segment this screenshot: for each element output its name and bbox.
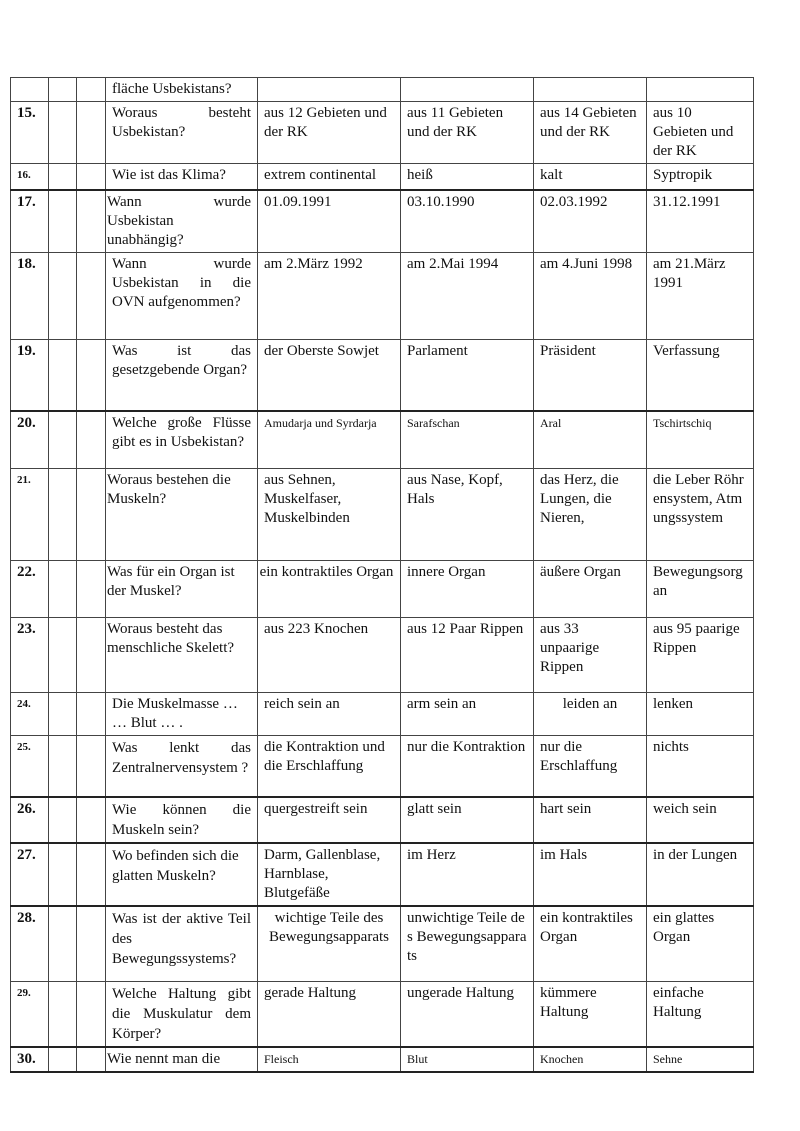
answer-d: ein glattes Organ xyxy=(647,906,754,981)
answer-c: am 4.Juni 1998 xyxy=(534,252,647,339)
answer-b: aus 11 Gebieten und der RK xyxy=(401,102,534,164)
question-text: fläche Usbekistans? xyxy=(106,78,258,102)
question-text: Wann wurde Usbekistan in die OVN aufgenommen? xyxy=(106,252,258,339)
blank-cell xyxy=(49,411,77,468)
question-number: 18. xyxy=(11,252,49,339)
blank-cell xyxy=(77,252,106,339)
blank-cell xyxy=(77,692,106,735)
blank-cell xyxy=(49,102,77,164)
question-text: Woraus besteht Usbekistan? xyxy=(106,102,258,164)
table-row xyxy=(11,78,754,102)
blank-cell xyxy=(77,981,106,1047)
answer-b: aus 12 Paar Rippen xyxy=(401,617,534,692)
blank-cell xyxy=(49,164,77,190)
answer-c: äußere Organ xyxy=(534,560,647,617)
question-text: Woraus besteht das menschliche Skelett? xyxy=(106,617,258,692)
blank-cell xyxy=(77,468,106,560)
blank-cell xyxy=(49,1047,77,1072)
answer-a: am 2.März 1992 xyxy=(258,252,401,339)
question-text: Was für ein Organ ist der Muskel? xyxy=(106,560,258,617)
question-number: 17. xyxy=(11,190,49,253)
question-number xyxy=(11,78,49,102)
answer-c: kalt xyxy=(534,164,647,190)
question-text: Woraus bestehen die Muskeln? xyxy=(106,468,258,560)
question-number: 27. xyxy=(11,843,49,906)
answer-a: Fleisch xyxy=(258,1047,401,1072)
answer-c: aus 33 unpaarige Rippen xyxy=(534,617,647,692)
blank-cell xyxy=(77,78,106,102)
answer-c: leiden an xyxy=(534,692,647,735)
answer-a: gerade Haltung xyxy=(258,981,401,1047)
answer-a: extrem continental xyxy=(258,164,401,190)
blank-cell xyxy=(77,797,106,843)
answer-d: einfache Haltung xyxy=(647,981,754,1047)
answer-a: aus 12 Gebieten und der RK xyxy=(258,102,401,164)
table-row xyxy=(11,468,754,560)
answer-a: Amudarja und Syrdarja xyxy=(258,411,401,468)
question-text: Wo befinden sich die glatten Muskeln? xyxy=(106,843,258,906)
answer-c: hart sein xyxy=(534,797,647,843)
answer-a xyxy=(258,78,401,102)
answer-a: quergestreift sein xyxy=(258,797,401,843)
answer-a: die Kontraktion und die Erschlaffung xyxy=(258,735,401,797)
blank-cell xyxy=(49,468,77,560)
table-row xyxy=(11,164,754,190)
question-text: Was lenkt das Zentralnervensystem ? xyxy=(106,735,258,797)
answer-b: glatt sein xyxy=(401,797,534,843)
question-text: Welche Haltung gibt die Muskulatur dem Körper? xyxy=(106,981,258,1047)
answer-c: 02.03.1992 xyxy=(534,190,647,253)
answer-b: im Herz xyxy=(401,843,534,906)
answer-c: ein kontraktiles Organ xyxy=(534,906,647,981)
blank-cell xyxy=(49,339,77,411)
table-row xyxy=(11,735,754,797)
blank-cell xyxy=(49,843,77,906)
answer-d: Tschirtschiq xyxy=(647,411,754,468)
question-number: 29. xyxy=(11,981,49,1047)
question-number: 26. xyxy=(11,797,49,843)
question-text: Was ist das gesetzgebende Organ? xyxy=(106,339,258,411)
question-number: 22. xyxy=(11,560,49,617)
answer-a: 01.09.1991 xyxy=(258,190,401,253)
answer-d: am 21.März 1991 xyxy=(647,252,754,339)
blank-cell xyxy=(77,906,106,981)
answer-c: nur die Erschlaffung xyxy=(534,735,647,797)
quiz-table xyxy=(10,77,754,1073)
answer-d: Verfassung xyxy=(647,339,754,411)
blank-cell xyxy=(77,339,106,411)
answer-a: ein kontraktiles Organ xyxy=(258,560,401,617)
table-row xyxy=(11,190,754,253)
answer-b: ungerade Haltung xyxy=(401,981,534,1047)
blank-cell xyxy=(77,617,106,692)
question-text: Welche große Flüsse gibt es in Usbekistan? xyxy=(106,411,258,468)
answer-c xyxy=(534,78,647,102)
blank-cell xyxy=(77,164,106,190)
answer-a: reich sein an xyxy=(258,692,401,735)
answer-b: Sarafschan xyxy=(401,411,534,468)
table-row xyxy=(11,339,754,411)
answer-d: lenken xyxy=(647,692,754,735)
blank-cell xyxy=(49,797,77,843)
table-row xyxy=(11,692,754,735)
question-number: 15. xyxy=(11,102,49,164)
question-text: Die Muskelmasse … … Blut … . xyxy=(106,692,258,735)
answer-b: innere Organ xyxy=(401,560,534,617)
answer-b: Parlament xyxy=(401,339,534,411)
answer-d: nichts xyxy=(647,735,754,797)
question-number: 21. xyxy=(11,468,49,560)
blank-cell xyxy=(49,78,77,102)
answer-c: das Herz, die Lungen, die Nieren, xyxy=(534,468,647,560)
table-row xyxy=(11,843,754,906)
table-row xyxy=(11,906,754,981)
answer-b: heiß xyxy=(401,164,534,190)
answer-d: in der Lungen xyxy=(647,843,754,906)
blank-cell xyxy=(49,617,77,692)
answer-d: Syptropik xyxy=(647,164,754,190)
blank-cell xyxy=(77,843,106,906)
answer-a: wichtige Teile des Bewegungsapparats xyxy=(258,906,401,981)
answer-d: 31.12.1991 xyxy=(647,190,754,253)
blank-cell xyxy=(49,692,77,735)
table-row xyxy=(11,252,754,339)
table-row xyxy=(11,560,754,617)
table-row xyxy=(11,617,754,692)
answer-a: aus 223 Knochen xyxy=(258,617,401,692)
table-row xyxy=(11,797,754,843)
answer-c: aus 14 Gebieten und der RK xyxy=(534,102,647,164)
answer-b: aus Nase, Kopf, Hals xyxy=(401,468,534,560)
blank-cell xyxy=(49,906,77,981)
blank-cell xyxy=(49,560,77,617)
answer-b: am 2.Mai 1994 xyxy=(401,252,534,339)
blank-cell xyxy=(77,560,106,617)
question-number: 16. xyxy=(11,164,49,190)
table-row xyxy=(11,1047,754,1072)
blank-cell xyxy=(77,102,106,164)
answer-c: Aral xyxy=(534,411,647,468)
answer-a: aus Sehnen, Muskelfaser, Muskelbinden xyxy=(258,468,401,560)
answer-d: aus 10 Gebieten und der RK xyxy=(647,102,754,164)
answer-d xyxy=(647,78,754,102)
question-number: 20. xyxy=(11,411,49,468)
answer-b xyxy=(401,78,534,102)
question-number: 24. xyxy=(11,692,49,735)
blank-cell xyxy=(49,735,77,797)
question-text: Wie können die Muskeln sein? xyxy=(106,797,258,843)
answer-a: Darm, Gallenblase, Harnblase, Blutgefäße xyxy=(258,843,401,906)
answer-b: 03.10.1990 xyxy=(401,190,534,253)
answer-b: Blut xyxy=(401,1047,534,1072)
answer-c: Präsident xyxy=(534,339,647,411)
answer-a: der Oberste Sowjet xyxy=(258,339,401,411)
blank-cell xyxy=(49,190,77,253)
question-text: Was ist der aktive Teil des Bewegungssystems? xyxy=(106,906,258,981)
answer-b: unwichtige Teile des Bewegungsapparats xyxy=(401,906,534,981)
answer-b: nur die Kontraktion xyxy=(401,735,534,797)
answer-d: Bewegungsorgan xyxy=(647,560,754,617)
question-number: 19. xyxy=(11,339,49,411)
question-text: Wie nennt man die xyxy=(106,1047,258,1072)
blank-cell xyxy=(77,1047,106,1072)
answer-c: im Hals xyxy=(534,843,647,906)
question-number: 25. xyxy=(11,735,49,797)
question-number: 30. xyxy=(11,1047,49,1072)
table-row xyxy=(11,981,754,1047)
blank-cell xyxy=(77,735,106,797)
answer-c: kümmere Haltung xyxy=(534,981,647,1047)
answer-c: Knochen xyxy=(534,1047,647,1072)
answer-d: die Leber Röhrensystem, Atmungssystem xyxy=(647,468,754,560)
question-text: Wann wurde Usbekistan unabhängig? xyxy=(106,190,258,253)
blank-cell xyxy=(49,252,77,339)
answer-b: arm sein an xyxy=(401,692,534,735)
table-row xyxy=(11,102,754,164)
blank-cell xyxy=(49,981,77,1047)
answer-d: Sehne xyxy=(647,1047,754,1072)
answer-d: aus 95 paarige Rippen xyxy=(647,617,754,692)
blank-cell xyxy=(77,411,106,468)
table-row xyxy=(11,411,754,468)
answer-d: weich sein xyxy=(647,797,754,843)
question-number: 28. xyxy=(11,906,49,981)
blank-cell xyxy=(77,190,106,253)
question-number: 23. xyxy=(11,617,49,692)
question-text: Wie ist das Klima? xyxy=(106,164,258,190)
